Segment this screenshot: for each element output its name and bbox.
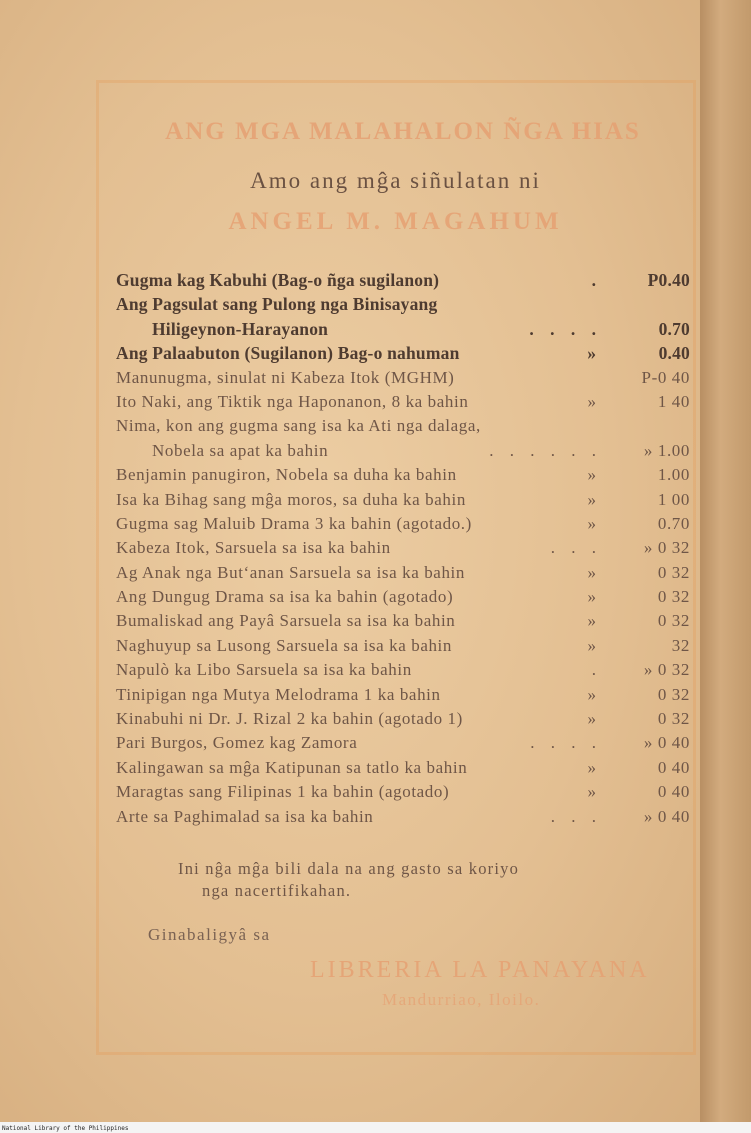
book-price: 0 32: [657, 562, 690, 582]
book-entry: [116, 490, 690, 514]
book-price: 32: [671, 635, 690, 655]
book-title: Ag Anak nga Butʻanan Sarsuela sa isa ka bahin: [116, 562, 465, 582]
book-entry: [116, 782, 690, 806]
book-entry: [116, 514, 690, 538]
leader-dots: »: [587, 391, 602, 411]
book-title: Isa ka Bihag sang mĝa moros, sa duha ka bahin: [116, 489, 466, 509]
book-entry: [116, 611, 690, 635]
book-title: Ito Naki, ang Tiktik nga Haponanon, 8 ka bahin: [116, 391, 469, 411]
book-entry: [116, 587, 690, 611]
book-entry: [116, 368, 690, 392]
leader-dots: »: [587, 513, 602, 533]
book-entry: [116, 733, 690, 757]
book-price: » 0 40: [643, 806, 690, 826]
leader-dots: »: [587, 562, 602, 582]
book-entry: [116, 758, 690, 782]
book-entry: [116, 270, 690, 294]
book-price: » 0 40: [643, 733, 690, 753]
book-list: [116, 270, 690, 831]
book-title: Naghuyup sa Lusong Sarsuela sa isa ka bahin: [116, 635, 452, 655]
book-entry: [116, 319, 690, 343]
intro-line: Amo ang mĝa siñulatan ni: [250, 168, 541, 193]
leader-dots: . . .: [550, 806, 602, 826]
leader-dots: »: [587, 489, 602, 509]
leader-dots: .: [591, 270, 602, 290]
book-title: Arte sa Paghimalad sa isa ka bahin: [116, 806, 374, 826]
book-price: » 0 32: [643, 660, 690, 680]
book-title: Gugma sag Maluib Drama 3 ka bahin (agotado.): [116, 513, 472, 533]
book-entry: [116, 294, 690, 318]
book-entry: [116, 465, 690, 489]
book-title: Ang Palaabuton (Sugilanon) Bag-o nahuman: [116, 343, 460, 364]
book-title: Ang Pagsulat sang Pulong nga Binisayang: [116, 294, 438, 315]
book-price: 0 32: [657, 709, 690, 729]
leader-dots: »: [587, 709, 602, 729]
book-entry: [116, 807, 690, 831]
library-credit: National Library of the Philippines: [2, 1125, 129, 1132]
book-title: Pari Burgos, Gomez kag Zamora: [116, 733, 358, 753]
postage-note-line-2: nga nacertifikahan.: [202, 881, 352, 900]
leader-dots: .: [591, 660, 602, 680]
author-name: ANGEL M. MAGAHUM: [228, 208, 563, 235]
book-title: Kinabuhi ni Dr. J. Rizal 2 ka bahin (agotado 1): [116, 709, 463, 729]
postage-note-line-1: Ini nĝa mĝa bili dala na ang gasto sa koriyo: [178, 859, 520, 878]
leader-dots: »: [587, 684, 602, 704]
leader-dots: »: [587, 465, 602, 485]
book-entry: [116, 563, 690, 587]
book-price: 0 40: [657, 757, 690, 777]
book-price: P0.40: [647, 270, 690, 290]
book-price: 0 32: [657, 684, 690, 704]
book-title: Nobela sa apat ka bahin: [152, 440, 329, 460]
book-price: 0.40: [658, 343, 690, 364]
book-entry: [116, 392, 690, 416]
book-entry: [116, 343, 690, 367]
book-title: Napulò ka Libo Sarsuela sa isa ka bahin: [116, 660, 412, 680]
book-price: » 1.00: [643, 440, 690, 460]
series-title: ANG MGA MALAHALON ÑGA HIAS: [165, 118, 641, 145]
book-price: 0.70: [658, 318, 690, 339]
book-price: 1 00: [657, 489, 690, 509]
leader-dots: »: [587, 611, 602, 631]
book-title: Bumaliskad ang Payâ Sarsuela sa isa ka bahin: [116, 611, 456, 631]
store-name: LIBRERIA LA PANAYANA: [310, 957, 650, 983]
leader-dots: . . .: [550, 538, 602, 558]
book-price: 0 32: [657, 587, 690, 607]
leader-dots: »: [587, 757, 602, 777]
book-title: Ang Dungug Drama sa isa ka bahin (agotado): [116, 587, 454, 607]
book-entry: [116, 636, 690, 660]
book-price: 0 40: [657, 782, 690, 802]
book-entry: [116, 660, 690, 684]
book-title: Hiligeynon-Harayanon: [152, 318, 329, 339]
book-entry: [116, 441, 690, 465]
book-title: Gugma kag Kabuhi (Bag-o ñga sugilanon): [116, 270, 440, 290]
book-price: » 0 32: [643, 538, 690, 558]
leader-dots: . . . .: [529, 318, 602, 339]
book-entry: [116, 416, 690, 440]
book-entry: [116, 538, 690, 562]
book-price: P-0 40: [641, 367, 690, 387]
book-entry: [116, 685, 690, 709]
book-price: 1.00: [657, 465, 690, 485]
book-price: 0 32: [657, 611, 690, 631]
book-price: 0.70: [657, 513, 690, 533]
book-price: 1 40: [657, 391, 690, 411]
leader-dots: »: [587, 343, 602, 364]
book-title: Kalingawan sa mĝa Katipunan sa tatlo ka bahin: [116, 757, 468, 777]
book-title: Kabeza Itok, Sarsuela sa isa ka bahin: [116, 538, 391, 558]
leader-dots: »: [587, 782, 602, 802]
postage-note: [178, 858, 678, 902]
sold-by-label: Ginabaligyâ sa: [148, 925, 271, 944]
book-title: Maragtas sang Filipinas 1 ka bahin (agotado): [116, 782, 450, 802]
leader-dots: . . . . . .: [489, 440, 602, 460]
leader-dots: . . . .: [530, 733, 602, 753]
book-entry: [116, 709, 690, 733]
book-title: Nima, kon ang gugma sang isa ka Ati nga dalaga,: [116, 416, 481, 436]
leader-dots: »: [587, 587, 602, 607]
leader-dots: »: [587, 635, 602, 655]
book-title: Tinipigan nga Mutya Melodrama 1 ka bahin: [116, 684, 441, 704]
book-title: Benjamin panugiron, Nobela sa duha ka bahin: [116, 465, 457, 485]
book-title: Manunugma, sinulat ni Kabeza Itok (MGHM): [116, 367, 455, 387]
store-location: Mandurriao, Iloilo.: [382, 990, 541, 1009]
